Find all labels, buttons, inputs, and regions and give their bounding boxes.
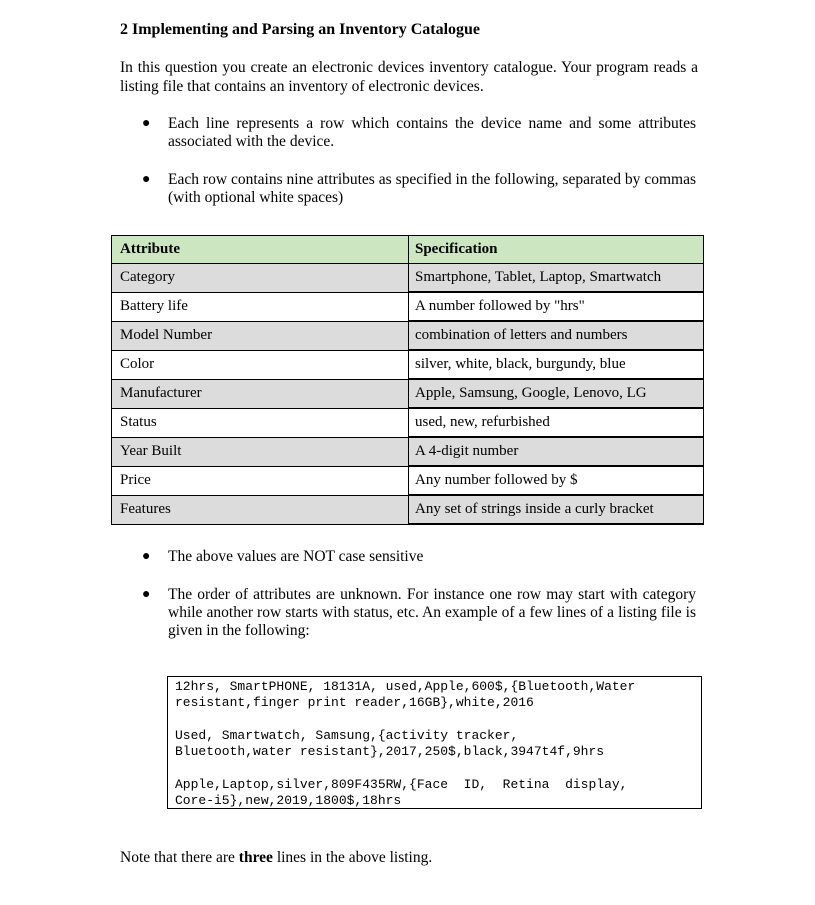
bullet-text: Each row contains nine attributes as specified in the following, separated by commas (with optional white spaces) — [168, 171, 696, 206]
specification-cell: Any number followed by $ — [409, 466, 704, 495]
bullet-item — [142, 115, 696, 151]
specification-cell: used, new, refurbished — [409, 408, 704, 437]
table-row — [112, 321, 704, 350]
note-emphasis: three — [238, 849, 273, 866]
attribute-cell: Model Number — [112, 321, 409, 350]
table-row — [112, 495, 704, 524]
attribute-cell: Manufacturer — [112, 379, 409, 408]
specification-cell: Apple, Samsung, Google, Lenovo, LG — [409, 379, 704, 408]
specification-cell: A number followed by "hrs" — [409, 292, 704, 321]
listing-line: resistant,finger print reader,16GB},white,2016 — [175, 695, 534, 710]
specification-cell: Smartphone, Tablet, Laptop, Smartwatch — [409, 264, 704, 293]
table-row — [112, 379, 704, 408]
attribute-cell: Year Built — [112, 437, 409, 466]
listing-line: Used, Smartwatch, Samsung,{activity tracker, — [175, 728, 519, 743]
bullet-text: The order of attributes are unknown. For instance one row may start with category while another row starts with status, etc. An example of a few lines of a listing file is given in the following: — [168, 586, 696, 639]
bullet-dot-icon: ● — [142, 549, 151, 564]
listing-line: Apple,Laptop,silver,809F435RW,{Face ID, Retina display, — [175, 777, 628, 792]
listing-line: 12hrs, SmartPHONE, 18131A, used,Apple,600$,{Bluetooth,Water — [175, 679, 636, 694]
section-heading: 2 Implementing and Parsing an Inventory Catalogue — [120, 21, 481, 38]
intro-paragraph: In this question you create an electronic devices inventory catalogue. Your program reads a listing file that contains an inventory of electronic devices. — [120, 59, 698, 95]
bullet-item — [142, 171, 696, 207]
note-paragraph — [120, 849, 432, 867]
table-row — [112, 350, 704, 379]
bullet-dot-icon: ● — [142, 116, 151, 131]
bullet-item — [142, 548, 696, 566]
table-header-row — [112, 236, 704, 264]
attribute-cell: Battery life — [112, 292, 409, 321]
note-text-end: lines in the above listing. — [272, 849, 433, 866]
attribute-cell: Color — [112, 350, 409, 379]
attribute-cell: Price — [112, 466, 409, 495]
bullet-item — [142, 586, 696, 640]
specification-cell: A 4-digit number — [409, 437, 704, 466]
listing-example-box — [167, 676, 702, 809]
attribute-cell: Status — [112, 408, 409, 437]
note-text: Note that there are — [120, 849, 239, 866]
attribute-cell: Category — [112, 264, 409, 293]
bullet-dot-icon: ● — [142, 587, 151, 602]
specification-cell: silver, white, black, burgundy, blue — [409, 350, 704, 379]
table-row — [112, 292, 704, 321]
listing-line: Bluetooth,water resistant},2017,250$,black,3947t4f,9hrs — [175, 744, 605, 759]
table-row — [112, 437, 704, 466]
attribute-table — [111, 235, 704, 525]
listing-line: Core-i5},new,2019,1800$,18hrs — [175, 793, 402, 808]
header-attribute: Attribute — [112, 236, 409, 264]
table-row — [112, 264, 704, 293]
bullet-dot-icon: ● — [142, 172, 151, 187]
specification-cell: Any set of strings inside a curly bracket — [409, 495, 704, 524]
header-specification: Specification — [409, 236, 704, 264]
table-row — [112, 466, 704, 495]
bullet-text: Each line represents a row which contains the device name and some attributes associated with the device. — [168, 115, 696, 150]
bullet-text: The above values are NOT case sensitive — [168, 548, 424, 565]
attribute-cell: Features — [112, 495, 409, 524]
table-row — [112, 408, 704, 437]
specification-cell: combination of letters and numbers — [409, 321, 704, 350]
